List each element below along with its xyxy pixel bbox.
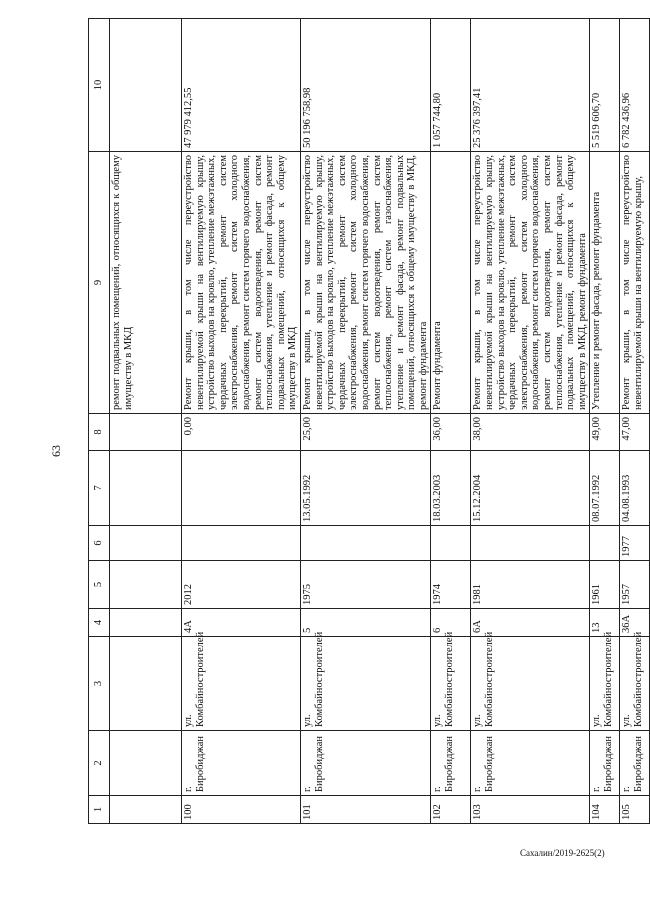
date-cell: 08.07.1992 [590,451,620,526]
percent-cell: 25,00 [300,414,431,451]
date-cell: 18.03.2003 [431,451,471,526]
date-cell [110,451,182,526]
cost-cell: 6 782 436,96 [620,19,650,152]
street-cell: ул. Комбайностроителей [300,637,431,731]
cost-cell: 25 376 397,41 [471,19,590,152]
table-row [300,19,431,824]
row-number: 100 [182,796,301,824]
rotated-table-frame [88,19,644,824]
year2-cell [182,526,301,561]
column-header: 2 [89,731,110,796]
city-cell: г. Биробиджан [182,731,301,796]
row-number [110,796,182,824]
works-cell: Ремонт крыши, в том числе переустройство невентилируемой крыши на вентилируемую крышу, устройство выходов на кровлю, утепление межэтажных, чердачных перекрытий, ремонт систем электроснабжения, ремонт систем холодного водоснабжения, ремонт систем горячего водоснабжения, ремонт систем водоотведения, ремонт систем теплоснабжения, утепление и ремонт фасада, ремонт подвальных помещений, относящихся к общему имуществу в МКД [182,152,301,414]
column-header: 3 [89,637,110,731]
works-cell: Ремонт крыши, в том числе переустройство невентилируемой крыши на вентилируемую крышу, устройство выходов на кровлю, утепление межэтажных, чердачных перекрытий, ремонт систем электроснабжения, ремонт систем холодного водоснабжения, ремонт систем горячего водоснабжения, ремонт систем водоотведения, ремонт систем теплоснабжения, утепление и ремонт фасада, ремонт подвальных помещений, относящихся к общему имуществу в МКД, ремонт фундамента [471,152,590,414]
row-number: 104 [590,796,620,824]
percent-cell: 0,00 [182,414,301,451]
percent-cell: 36,00 [431,414,471,451]
year2-cell [110,526,182,561]
year2-cell: 1977 [620,526,650,561]
works-cell: Ремонт крыши, в том числе переустройство невентилируемой крыши на вентилируемую крышу, устройство выходов на кровлю, утепление межэтажных, чердачных перекрытий, ремонт систем электроснабжения, ремонт систем холодного водоснабжения, ремонт систем горячего водоснабжения, ремонт систем водоотведения, ремонт систем теплоснабжения, ремонт систем газоснабжения, утепление и ремонт фасада, ремонт подвальных помещений, относящихся к общему имуществу в МКД, ремонт фундамента [300,152,431,414]
row-number: 103 [471,796,590,824]
year-cell: 1961 [590,561,620,609]
percent-cell: 49,00 [590,414,620,451]
table-row [620,19,650,824]
year-cell: 1975 [300,561,431,609]
cost-cell: 50 196 758,98 [300,19,431,152]
house-cell: 6 [431,609,471,637]
house-cell [110,609,182,637]
column-header: 6 [89,526,110,561]
column-header: 7 [89,451,110,526]
house-cell: 36А [620,609,650,637]
cost-cell: 47 979 412,55 [182,19,301,152]
year2-cell [300,526,431,561]
date-cell: 04.08.1993 [620,451,650,526]
percent-cell: 38,00 [471,414,590,451]
table-row [110,19,182,824]
percent-cell: 47,00 [620,414,650,451]
footer-code: Сахалин/2019-2625(2) [520,848,605,858]
year2-cell [590,526,620,561]
house-cell: 4А [182,609,301,637]
column-header: 9 [89,152,110,414]
column-header: 5 [89,561,110,609]
page-number: 63 [49,445,63,457]
data-table [88,18,650,824]
works-cell: Утепление и ремонт фасада, ремонт фундамента [590,152,620,414]
year-cell: 2012 [182,561,301,609]
year-cell: 1981 [471,561,590,609]
table-row [431,19,471,824]
street-cell: ул. Комбайностроителей [471,637,590,731]
city-cell: г. Биробиджан [300,731,431,796]
city-cell: г. Биробиджан [620,731,650,796]
year2-cell [471,526,590,561]
city-cell [110,731,182,796]
city-cell: г. Биробиджан [431,731,471,796]
table-body [89,19,650,824]
street-cell: ул. Комбайностроителей [431,637,471,731]
works-cell: Ремонт крыши, в том числе переустройство невентилируемой крыши на вентилируемую крышу, [620,152,650,414]
street-cell: ул. Комбайностроителей [620,637,650,731]
year-cell: 1974 [431,561,471,609]
cost-cell: 5 519 606,70 [590,19,620,152]
column-header: 1 [89,796,110,824]
date-cell: 15.12.2004 [471,451,590,526]
house-cell: 5 [300,609,431,637]
house-cell: 6А [471,609,590,637]
street-cell [110,637,182,731]
house-cell: 13 [590,609,620,637]
table-row [182,19,301,824]
row-number: 102 [431,796,471,824]
year-cell: 1957 [620,561,650,609]
row-number: 105 [620,796,650,824]
works-cell: ремонт подвальных помещений, относящихся к общему имуществу в МКД [110,152,182,414]
table-container [88,19,644,824]
works-cell: Ремонт фундамента [431,152,471,414]
cost-cell: 1 057 744,80 [431,19,471,152]
cost-cell [110,19,182,152]
year-cell [110,561,182,609]
table-row [471,19,590,824]
table-row [590,19,620,824]
column-header: 4 [89,609,110,637]
column-header: 10 [89,19,110,152]
date-cell [182,451,301,526]
street-cell: ул. Комбайностроителей [182,637,301,731]
row-number: 101 [300,796,431,824]
city-cell: г. Биробиджан [471,731,590,796]
date-cell: 13.05.1992 [300,451,431,526]
city-cell: г. Биробиджан [590,731,620,796]
year2-cell [431,526,471,561]
percent-cell [110,414,182,451]
street-cell: ул. Комбайностроителей [590,637,620,731]
column-header: 8 [89,414,110,451]
header-row [89,19,110,824]
